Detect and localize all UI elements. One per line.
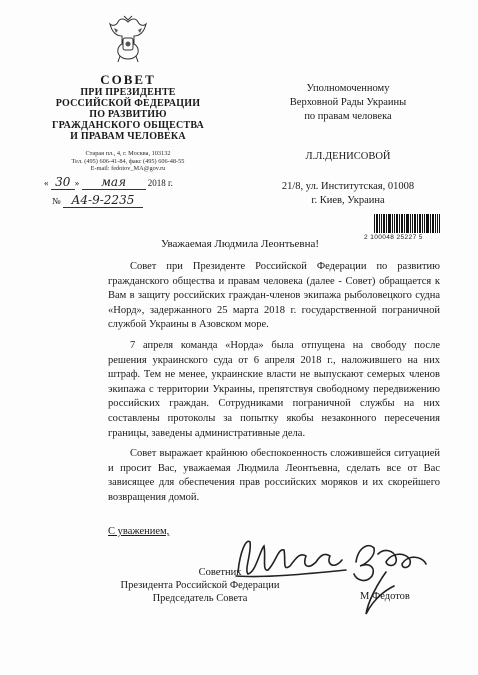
- address-street: 21/8, ул. Институтская, 01008: [281, 181, 415, 192]
- org-line: РОССИЙСКОЙ ФЕДЕРАЦИИ: [55, 98, 201, 109]
- org-line: ПРИ ПРЕЗИДЕНТЕ: [80, 87, 176, 98]
- signer-name: М.Федотов: [360, 591, 410, 602]
- contact-info: [34, 150, 222, 173]
- letter-body: [108, 260, 440, 512]
- outgoing-number: А4-9-2235: [63, 193, 143, 208]
- addressee-address: [248, 180, 448, 208]
- addressee-line: Уполномоченному: [306, 83, 390, 94]
- body-paragraph: Совет при Президенте Российской Федерации по развитию гражданского общества и правам человека (далее - Совет) обращается к Вам в защиту российских граждан-членов экипажа рыболовецкого судна «Норд», задержанного 25 марта 2018 г. государственной пограничной службой Украины в Азовском море.: [108, 261, 440, 331]
- contact-phone: Тел. (495) 606-41-84, факс (495) 606-48-55: [71, 157, 185, 165]
- date-day: 30: [51, 175, 75, 190]
- body-paragraph: Совет выражает крайнюю обеспокоенность сложившейся ситуацией и просит Вас, уважаемая Людмила Леонтьевна, сделать все от Вас зависящее для обеспечения прав российских моряков и их скорейшего возвращения домой.: [108, 448, 440, 503]
- regards-text: С уважением,: [108, 526, 170, 537]
- title-line: Советник: [198, 567, 242, 578]
- organization-name: [40, 72, 216, 142]
- addressee-title: [248, 82, 448, 124]
- number-line: [44, 193, 219, 208]
- org-line: ГРАЖДАНСКОГО ОБЩЕСТВА: [52, 120, 204, 131]
- date-quote-close: »: [74, 178, 80, 188]
- addressee-line: Верховной Рады Украины: [289, 97, 407, 108]
- contact-address: Старая пл., 4, г. Москва, 103132: [85, 150, 171, 157]
- date-month: мая: [82, 175, 146, 190]
- coat-of-arms-emblem: [106, 14, 150, 64]
- date-year: 2018 г.: [147, 178, 173, 188]
- org-line: СОВЕТ: [100, 72, 156, 87]
- org-line: И ПРАВАМ ЧЕЛОВЕКА: [70, 131, 186, 142]
- title-line: Президента Российской Федерации: [120, 580, 280, 591]
- salutation: Уважаемая Людмила Леонтьевна!: [160, 238, 320, 250]
- date-and-number: [44, 175, 219, 208]
- barcode-number: 2 100048 25227 5: [364, 234, 423, 241]
- barcode-graphic: [374, 214, 440, 233]
- number-label: №: [52, 196, 61, 206]
- date-line: [44, 175, 219, 190]
- addressee-name: Л.Л.ДЕНИСОВОЙ: [305, 151, 391, 162]
- body-paragraph: 7 апреля команда «Норда» была отпущена на свободу после решения украинского суда от 6 апреля 2018 г., наложившего на них штраф. Тем не менее, украинские власти не выпускают семерых членов экипажа с территории Украины, препятствуя свободному передвижению российских граждан. Сотрудниками пограничной службы на них составлены протоколы за попытку якобы незаконного пересечения границы, заведены административные дела.: [108, 339, 440, 439]
- date-quote-open: «: [44, 178, 49, 188]
- handwritten-signature: [226, 512, 442, 622]
- addressee-line: по правам человека: [304, 111, 392, 122]
- org-line: ПО РАЗВИТИЮ: [89, 109, 167, 120]
- contact-email: E-mail: fedotov_MA@gov.ru: [90, 165, 166, 172]
- address-city: г. Киев, Украина: [311, 195, 385, 206]
- title-line: Председатель Совета: [152, 593, 248, 604]
